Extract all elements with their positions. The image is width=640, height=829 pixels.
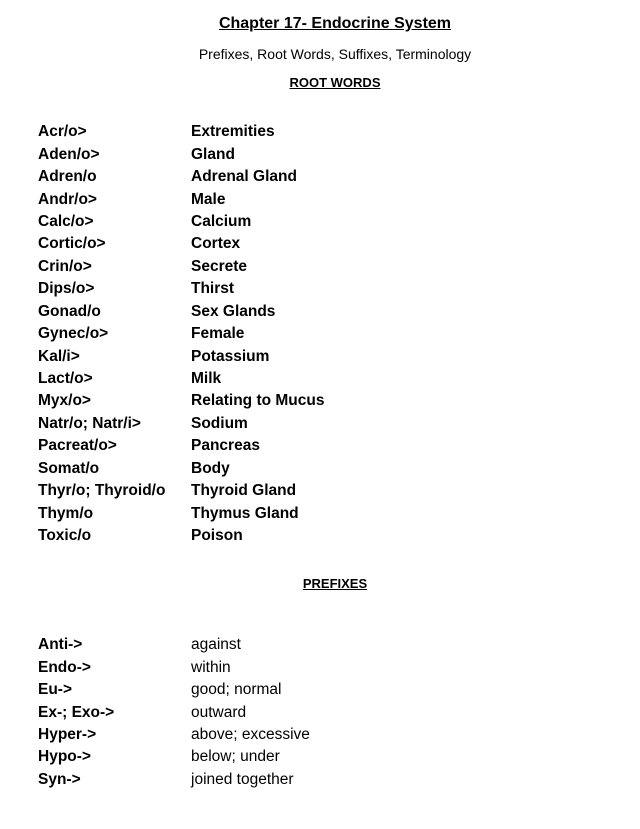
prefix-meaning: below; under xyxy=(191,748,280,766)
root-word-meaning: Secrete xyxy=(191,257,248,275)
page-title: Chapter 17- Endocrine System xyxy=(218,15,452,32)
root-word-row xyxy=(38,480,324,502)
root-word-row xyxy=(38,211,324,233)
root-word-meaning: Extremities xyxy=(191,123,275,141)
root-word-term: Thyr/o; Thyroid/o xyxy=(38,482,166,500)
root-word-row xyxy=(38,256,324,278)
prefix-meaning: good; normal xyxy=(191,681,282,699)
prefix-row xyxy=(38,769,310,791)
page-subtitle: Prefixes, Root Words, Suffixes, Terminology xyxy=(198,46,472,62)
prefix-term: Hyper-> xyxy=(38,725,97,743)
prefix-row xyxy=(38,634,310,656)
root-words-list xyxy=(38,121,324,547)
root-word-term: Gonad/o xyxy=(38,302,101,320)
root-word-row xyxy=(38,390,324,412)
root-word-meaning: Milk xyxy=(191,370,222,388)
root-word-meaning: Thirst xyxy=(191,280,235,298)
root-word-term: Calc/o> xyxy=(38,212,94,230)
prefix-row xyxy=(38,701,310,723)
root-word-term: Kal/i> xyxy=(38,347,80,365)
root-word-term: Myx/o> xyxy=(38,392,91,410)
root-word-row xyxy=(38,525,324,547)
prefix-row xyxy=(38,746,310,768)
root-word-meaning: Gland xyxy=(191,145,235,163)
prefix-meaning: joined together xyxy=(191,770,294,788)
root-word-meaning: Sodium xyxy=(191,414,248,432)
prefix-meaning: outward xyxy=(191,703,247,721)
root-words-heading: ROOT WORDS xyxy=(289,75,381,90)
root-word-row xyxy=(38,323,324,345)
prefix-term: Ex-; Exo-> xyxy=(38,703,115,721)
root-word-meaning: Female xyxy=(191,325,245,343)
prefix-term: Hypo-> xyxy=(38,748,91,766)
prefix-row xyxy=(38,724,310,746)
root-word-term: Thym/o xyxy=(38,504,94,522)
prefix-meaning: above; excessive xyxy=(191,725,310,743)
prefix-meaning: within xyxy=(191,658,231,676)
root-word-term: Lact/o> xyxy=(38,370,93,388)
root-word-meaning: Male xyxy=(191,190,226,208)
prefix-term: Eu-> xyxy=(38,681,73,699)
root-word-row xyxy=(38,458,324,480)
root-word-row xyxy=(38,301,324,323)
root-word-term: Adren/o xyxy=(38,168,97,186)
root-word-term: Pacreat/o> xyxy=(38,437,117,455)
root-word-meaning: Cortex xyxy=(191,235,241,253)
root-word-row xyxy=(38,121,324,143)
prefixes-heading: PREFIXES xyxy=(302,576,368,591)
root-word-term: Toxic/o xyxy=(38,527,92,545)
root-word-meaning: Adrenal Gland xyxy=(191,168,297,186)
root-word-term: Crin/o> xyxy=(38,257,92,275)
root-word-row xyxy=(38,166,324,188)
prefix-term: Endo-> xyxy=(38,658,91,676)
root-word-meaning: Pancreas xyxy=(191,437,260,455)
root-word-row xyxy=(38,188,324,210)
root-word-meaning: Calcium xyxy=(191,212,252,230)
prefix-row xyxy=(38,656,310,678)
root-word-meaning: Body xyxy=(191,459,230,477)
root-word-row xyxy=(38,143,324,165)
root-word-term: Somat/o xyxy=(38,459,100,477)
root-word-row xyxy=(38,278,324,300)
prefix-term: Anti-> xyxy=(38,636,83,654)
prefix-meaning: against xyxy=(191,636,241,654)
root-word-meaning: Relating to Mucus xyxy=(191,392,325,410)
prefix-row xyxy=(38,679,310,701)
root-word-meaning: Poison xyxy=(191,527,243,545)
root-word-meaning: Thyroid Gland xyxy=(191,482,297,500)
root-word-meaning: Thymus Gland xyxy=(191,504,299,522)
prefix-term: Syn-> xyxy=(38,770,81,788)
root-word-row xyxy=(38,368,324,390)
root-word-row xyxy=(38,413,324,435)
root-word-row xyxy=(38,435,324,457)
root-word-term: Acr/o> xyxy=(38,123,87,141)
root-word-meaning: Potassium xyxy=(191,347,270,365)
root-word-term: Cortic/o> xyxy=(38,235,106,253)
root-word-term: Andr/o> xyxy=(38,190,97,208)
root-word-row xyxy=(38,502,324,524)
root-word-term: Dips/o> xyxy=(38,280,95,298)
root-word-meaning: Sex Glands xyxy=(191,302,276,320)
prefixes-list xyxy=(38,634,310,791)
root-word-term: Natr/o; Natr/i> xyxy=(38,414,141,432)
root-word-term: Aden/o> xyxy=(38,145,100,163)
root-word-row xyxy=(38,345,324,367)
root-word-row xyxy=(38,233,324,255)
root-word-term: Gynec/o> xyxy=(38,325,109,343)
